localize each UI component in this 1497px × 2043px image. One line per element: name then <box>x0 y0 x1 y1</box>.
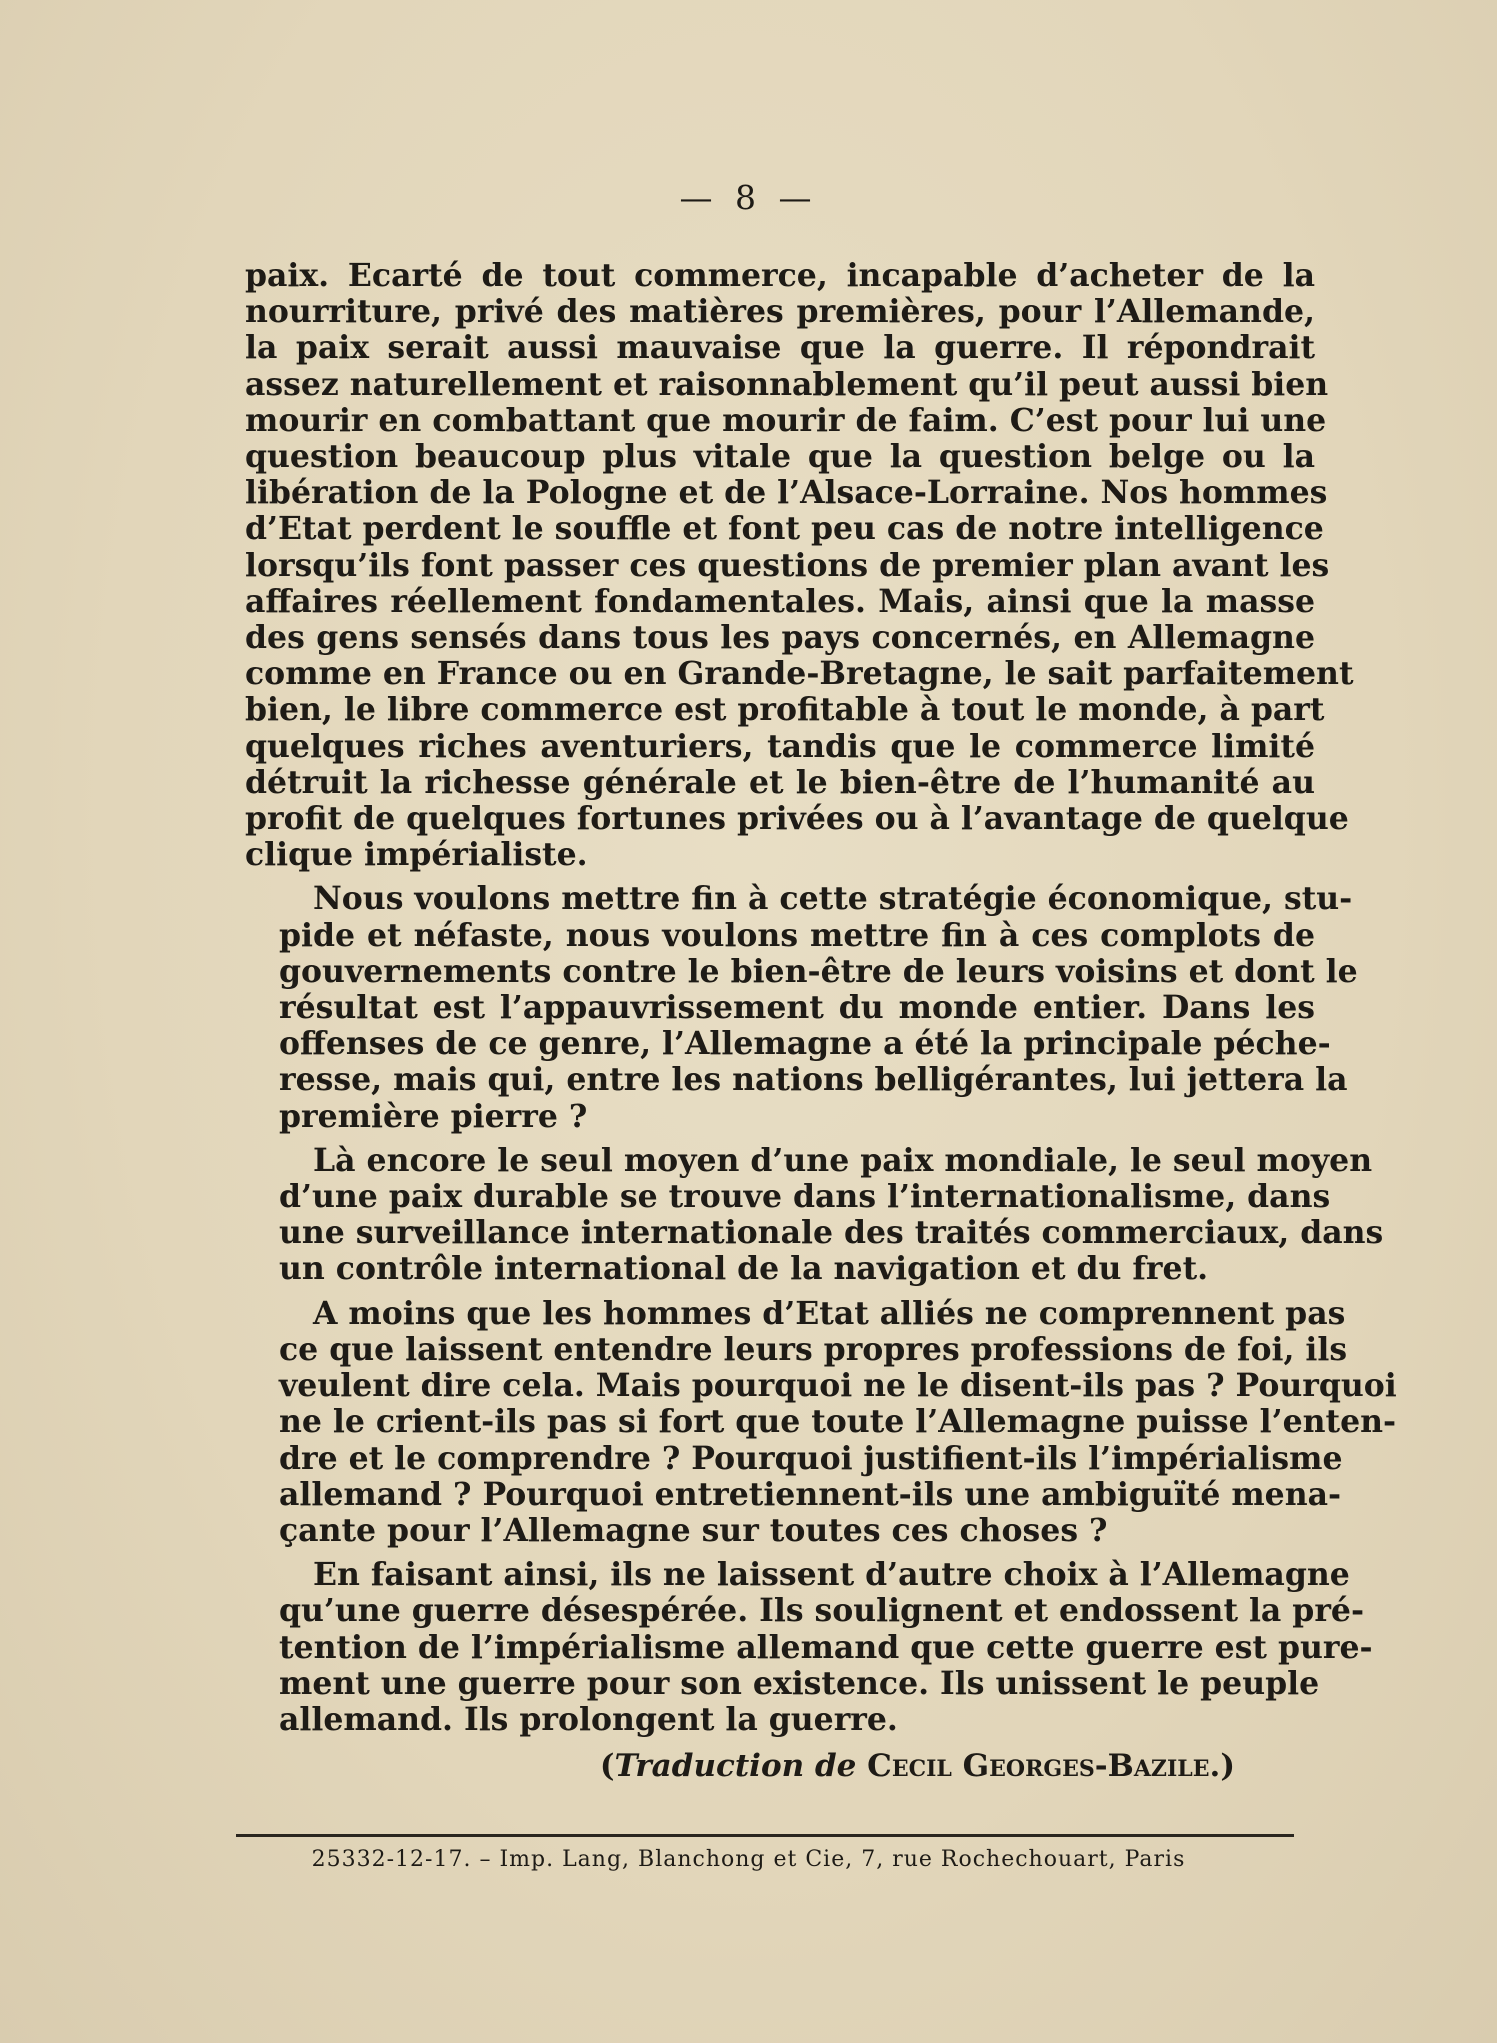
body-text <box>245 257 1397 1746</box>
text-line: En faisant ainsi, ils ne laissent d’autre choix à l’Allemagne <box>313 1556 1350 1594</box>
text-line: dre et le comprendre ? Pourquoi justifient-ils l’impérialisme <box>279 1439 1343 1477</box>
text-line: résultat est l’appauvrissement du monde entier. Dans les <box>279 989 1315 1027</box>
text-line: Nous voulons mettre fin à cette stratégie économique, stu- <box>313 880 1353 918</box>
text-line: Là encore le seul moyen d’une paix mondiale, le seul moyen <box>313 1141 1373 1179</box>
text-line: ment une guerre pour son existence. Ils unissent le peuple <box>279 1664 1320 1702</box>
text-line: allemand. Ils prolongent la guerre. <box>279 1700 898 1738</box>
credit-open: ( <box>599 1748 615 1784</box>
text-line: la paix serait aussi mauvaise que la guerre. Il répondrait <box>245 329 1315 367</box>
text-line: profit de quelques fortunes privées ou à l’avantage de quelque <box>245 800 1349 838</box>
text-line: détruit la richesse générale et le bien-être de l’humanité au <box>245 763 1315 801</box>
text-line: d’Etat perdent le souffle et font peu cas de notre intelligence <box>245 510 1324 548</box>
translator-name: Cecil Georges-Bazile <box>867 1748 1210 1784</box>
text-line: clique impérialiste. <box>245 836 588 874</box>
text-line: première pierre ? <box>279 1097 588 1135</box>
text-line: paix. Ecarté de tout commerce, incapable d’acheter de la <box>245 257 1315 294</box>
footer-rule <box>236 1834 1294 1837</box>
paragraph <box>245 880 1358 1135</box>
text-line: pide et néfaste, nous voulons mettre fin à ces complots de <box>279 916 1315 954</box>
credit-close: .) <box>1209 1748 1235 1784</box>
text-line: question beaucoup plus vitale que la question belge ou la <box>245 438 1315 476</box>
text-line: offenses de ce genre, l’Allemagne a été la principale péche- <box>279 1025 1331 1063</box>
text-line: gouvernements contre le bien-être de leurs voisins et dont le <box>279 952 1358 990</box>
text-line: affaires réellement fondamentales. Mais, ainsi que la masse <box>245 582 1315 620</box>
text-line: comme en France ou en Grande-Bretagne, le sait parfaitement <box>245 655 1354 693</box>
text-line: A moins que les hommes d’Etat alliés ne comprennent pas <box>313 1294 1346 1332</box>
text-line: veulent dire cela. Mais pourquoi ne le disent-ils pas ? Pourquoi <box>279 1367 1397 1405</box>
text-line: libération de la Pologne et de l’Alsace-Lorraine. Nos hommes <box>245 474 1328 512</box>
text-line: quelques riches aventuriers, tandis que le commerce limité <box>245 727 1315 765</box>
text-line: ce que laissent entendre leurs propres professions de foi, ils <box>279 1330 1348 1368</box>
text-line: allemand ? Pourquoi entretiennent-ils une ambiguïté mena- <box>279 1475 1342 1513</box>
text-line: des gens sensés dans tous les pays concernés, en Allemagne <box>245 619 1315 657</box>
text-line: tention de l’impérialisme allemand que cette guerre est pure- <box>279 1628 1373 1666</box>
paragraph <box>245 257 1354 874</box>
printer-imprint: 25332-12-17. – Imp. Lang, Blanchong et Cie, 7, rue Rochechouart, Paris <box>311 1847 1186 1872</box>
paragraph <box>245 1294 1397 1549</box>
text-line: bien, le libre commerce est profitable à tout le monde, à part <box>245 691 1325 729</box>
text-line: nourriture, privé des matières premières, pour l’Allemande, <box>245 293 1315 331</box>
text-line: un contrôle international de la navigation et du fret. <box>279 1250 1209 1288</box>
page-number: — 8 — <box>679 178 818 217</box>
text-line: d’une paix durable se trouve dans l’internationalisme, dans <box>279 1178 1331 1216</box>
text-line: ne le crient-ils pas si fort que toute l’Allemagne puisse l’enten- <box>279 1403 1397 1441</box>
text-line: une surveillance internationale des traités commerciaux, dans <box>279 1214 1384 1252</box>
paragraph <box>245 1556 1373 1738</box>
text-line: çante pour l’Allemagne sur toutes ces choses ? <box>279 1511 1108 1549</box>
text-line: assez naturellement et raisonnablement qu’il peut aussi bien <box>245 365 1329 403</box>
translation-credit <box>600 1748 1235 1784</box>
text-line: mourir en combattant que mourir de faim. C’est pour lui une <box>245 401 1327 439</box>
text-line: lorsqu’ils font passer ces questions de premier plan avant les <box>245 546 1330 584</box>
paragraph <box>245 1141 1384 1288</box>
credit-label: Traduction de <box>614 1748 857 1784</box>
text-line: qu’une guerre désespérée. Ils soulignent et endossent la pré- <box>279 1592 1365 1630</box>
text-line: resse, mais qui, entre les nations belligérantes, lui jettera la <box>279 1061 1348 1099</box>
